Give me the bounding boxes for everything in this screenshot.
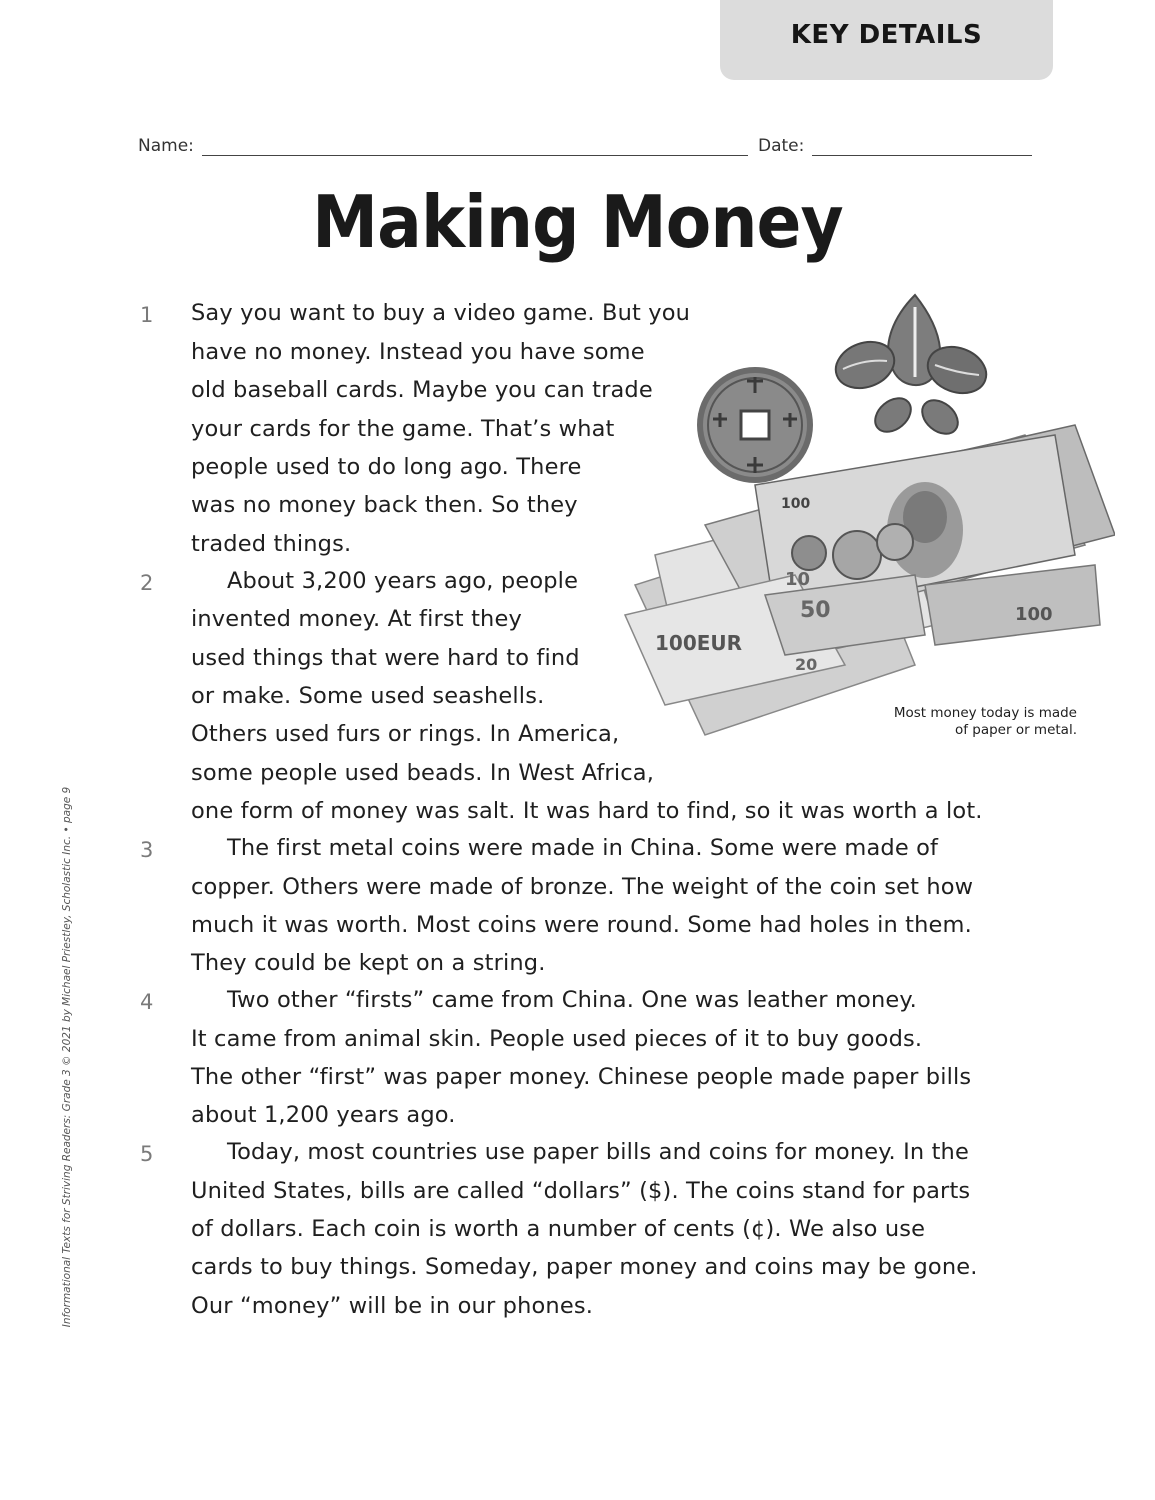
- paragraph-line: one form of money was salt. It was hard to find, so it was worth a lot.: [191, 798, 983, 824]
- paragraph-line: about 1,200 years ago.: [191, 1102, 456, 1128]
- paragraph-line: Our “money” will be in our phones.: [191, 1293, 594, 1319]
- paragraph-line: About 3,200 years ago, people: [227, 568, 579, 594]
- paragraph-line: cards to buy things. Someday, paper money and coins may be gone.: [191, 1254, 978, 1280]
- paragraph-line: your cards for the game. That’s what: [191, 416, 615, 442]
- paragraph-line: much it was worth. Most coins were round. Some had holes in them.: [191, 912, 972, 938]
- page-title: Making Money: [312, 180, 843, 264]
- paragraph-line: traded things.: [191, 531, 352, 557]
- bill-label: 100: [1015, 604, 1053, 625]
- caption-line: of paper or metal.: [954, 722, 1077, 738]
- date-label: Date:: [758, 136, 805, 156]
- paragraph-line: or make. Some used seashells.: [191, 683, 545, 709]
- paragraph-line: The other “first” was paper money. Chinese people made paper bills: [191, 1064, 972, 1090]
- paragraph-line: invented money. At first they: [191, 606, 522, 632]
- paragraph-line: The first metal coins were made in China. Some were made of: [227, 835, 939, 861]
- bill-label: 50: [800, 598, 831, 623]
- bill-label: 100EUR: [655, 631, 743, 655]
- paragraph-line: people used to do long ago. There: [191, 454, 582, 480]
- bill-label: 20: [795, 655, 818, 674]
- paragraph-number-1: 1: [140, 303, 154, 327]
- money-photo: [595, 285, 1115, 755]
- image-caption: [820, 705, 1077, 739]
- copyright-credit: Informational Texts for Striving Readers: Grade 3 © 2021 by Michael Priestley, Scholastic Inc. • page 9: [61, 786, 73, 1328]
- paragraph-line: some people used beads. In West Africa,: [191, 760, 654, 786]
- paragraph-line: Say you want to buy a video game. But you: [191, 300, 691, 326]
- name-field[interactable]: [202, 155, 748, 156]
- paragraph-number-2: 2: [140, 571, 154, 595]
- paragraph-line: have no money. Instead you have some: [191, 339, 645, 365]
- paragraph-line: Two other “firsts” came from China. One was leather money.: [227, 987, 917, 1013]
- paragraph-line: old baseball cards. Maybe you can trade: [191, 377, 653, 403]
- bill-label: 100: [781, 496, 811, 512]
- date-field[interactable]: [812, 155, 1032, 156]
- paragraph-line: of dollars. Each coin is worth a number of cents (¢). We also use: [191, 1216, 926, 1242]
- paragraph-number-5: 5: [140, 1142, 154, 1166]
- bill-label: 10: [785, 569, 811, 590]
- paragraph-line: was no money back then. So they: [191, 492, 578, 518]
- paragraph-line: Today, most countries use paper bills and coins for money. In the: [227, 1139, 969, 1165]
- ancient-coin-icon: [697, 367, 813, 483]
- name-label: Name:: [138, 136, 194, 156]
- section-tab: [720, 0, 1053, 80]
- paragraph-line: Others used furs or rings. In America,: [191, 721, 620, 747]
- paragraph-line: It came from animal skin. People used pieces of it to buy goods.: [191, 1026, 923, 1052]
- paragraph-line: United States, bills are called “dollars” ($). The coins stand for parts: [191, 1178, 971, 1204]
- section-tab-label: KEY DETAILS: [790, 20, 983, 50]
- paragraph-line: copper. Others were made of bronze. The weight of the coin set how: [191, 874, 974, 900]
- banknotes-stack-icon: [625, 425, 1115, 735]
- paragraph-line: They could be kept on a string.: [191, 950, 546, 976]
- caption-line: Most money today is made: [893, 705, 1077, 721]
- paragraph-number-4: 4: [140, 990, 154, 1014]
- paragraph-number-3: 3: [140, 838, 154, 862]
- paragraph-line: used things that were hard to find: [191, 645, 580, 671]
